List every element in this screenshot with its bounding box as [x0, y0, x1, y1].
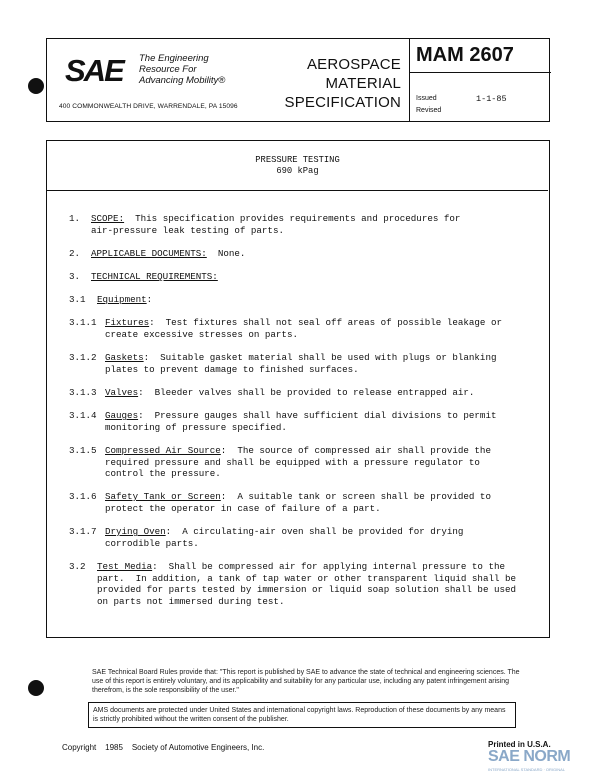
- section-body-line: provided for parts tested by immersion or liquid soap solution shall be used: [97, 584, 517, 596]
- section-heading: TECHNICAL REQUIREMENTS:: [91, 271, 218, 282]
- punch-hole-top: [28, 78, 44, 94]
- section-body-line: control the pressure.: [105, 468, 221, 480]
- section-text: [105, 526, 525, 549]
- section-heading: SCOPE:: [91, 213, 125, 224]
- section-heading: Compressed Air Source: [105, 445, 221, 456]
- section-text: [91, 271, 511, 283]
- spec-title-line-1: PRESSURE TESTING: [255, 155, 340, 165]
- section-body-line: plates to prevent damage to finished surfaces.: [105, 363, 359, 375]
- section-body-line: create excessive stresses on parts.: [105, 328, 298, 340]
- punch-hole-bottom: [28, 680, 44, 696]
- section-body-text: None.: [206, 248, 246, 259]
- board-rules-note: SAE Technical Board Rules provide that: "This report is published by SAE to advance the state of technical and engineering sciences. The use of this report is entirely voluntary, and its applicability and suitability for any particular use, including any patent infringement arising therefrom, is the sole responsibility of the user.": [92, 669, 520, 694]
- tagline-line-1: The Engineering: [139, 53, 209, 64]
- section-body-line: protect the operator in case of failure of a part.: [105, 502, 381, 514]
- category-line-1: AEROSPACE: [306, 56, 401, 73]
- sae-logo: SAE: [65, 53, 123, 88]
- spec-title-line-2: 690 kPag: [276, 166, 319, 176]
- section-body-line: corrodible parts.: [105, 537, 199, 549]
- copyright-owner: Society of Automotive Engineers, Inc.: [131, 743, 265, 752]
- section-body-line: monitoring of pressure specified.: [105, 421, 287, 433]
- document-id-block: [409, 38, 550, 121]
- section-body-line: part. In addition, a tank of tap water or other transparent liquid shall be: [97, 572, 517, 584]
- section-number: 3.1: [69, 294, 86, 305]
- section-text: [97, 561, 517, 608]
- copyright-line: [62, 743, 264, 752]
- revised-label: Revised: [416, 107, 442, 114]
- section-number: 3.1.7: [69, 526, 97, 537]
- section-heading: Gauges: [105, 410, 139, 421]
- section-body-line: on parts not immersed during test.: [97, 596, 285, 608]
- section-body-text: This specification provides requirements and procedures for: [124, 213, 461, 224]
- section-number: 3.1.2: [69, 352, 97, 363]
- section-number: 2.: [69, 248, 81, 259]
- section-body-text: : Pressure gauges shall have sufficient dial divisions to permit: [138, 410, 497, 421]
- tagline-line-2: Resource For: [139, 64, 197, 75]
- printed-in: Printed in U.S.A.: [488, 740, 551, 749]
- section-body-text: : Shall be compressed air for applying internal pressure to the: [152, 561, 505, 572]
- section-number: 3.2: [69, 561, 86, 572]
- section-text: [105, 491, 525, 514]
- section-body-line: air-pressure leak testing of parts.: [91, 224, 284, 236]
- specification-body: [46, 140, 550, 638]
- section-heading: APPLICABLE DOCUMENTS:: [91, 248, 207, 259]
- section-text: [91, 213, 511, 236]
- spec-title: [47, 141, 548, 191]
- section-text: [105, 387, 525, 399]
- section-body-text: : Test fixtures shall not seal off areas of possible leakage or: [149, 317, 502, 328]
- section-body-text: : Bleeder valves shall be provided to release entrapped air.: [138, 387, 475, 398]
- section-number: 3.1.1: [69, 317, 97, 328]
- section-number: 3.1.4: [69, 410, 97, 421]
- section-body-text: : A circulating-air oven shall be provided for drying: [165, 526, 464, 537]
- section-heading: Safety Tank or Screen: [105, 491, 221, 502]
- copyright-label: Copyright: [62, 743, 97, 752]
- section-body-text: : The source of compressed air shall provide the: [220, 445, 491, 456]
- issued-label: Issued: [416, 95, 437, 102]
- issued-date: 1-1-85: [476, 94, 507, 104]
- copyright-year: 1985: [105, 743, 123, 752]
- section-number: 3.: [69, 271, 81, 282]
- section-heading: Valves: [105, 387, 139, 398]
- document-header: [46, 38, 550, 122]
- section-text: [97, 294, 517, 306]
- publisher-address: 400 COMMONWEALTH DRIVE, WARRENDALE, PA 15096: [59, 103, 238, 110]
- section-body-text: :: [146, 294, 153, 305]
- category-line-2: MATERIAL: [325, 75, 401, 92]
- section-heading: Drying Oven: [105, 526, 166, 537]
- section-body-text: : A suitable tank or screen shall be provided to: [220, 491, 491, 502]
- publisher-block: [47, 39, 275, 120]
- section-text: [91, 248, 511, 260]
- section-heading: Equipment: [97, 294, 147, 305]
- sae-norm-watermark-subtitle: INTERNATIONAL STANDARD · ORIGINAL: [488, 767, 566, 772]
- section-number: 3.1.6: [69, 491, 97, 502]
- section-body-text: : Suitable gasket material shall be used with plugs or blanking: [143, 352, 497, 363]
- publisher-tagline: [139, 53, 225, 86]
- section-number: 1.: [69, 213, 81, 224]
- copyright-notice-box: AMS documents are protected under United States and international copyright laws. Reproduction of these documents by any means is strictly prohibited without the written consent of the publisher.: [88, 702, 516, 728]
- category-line-3: SPECIFICATION: [284, 94, 401, 111]
- section-heading: Test Media: [97, 561, 153, 572]
- section-number: 3.1.3: [69, 387, 97, 398]
- section-number: 3.1.5: [69, 445, 97, 456]
- sae-norm-watermark: SAE NORM: [488, 748, 571, 765]
- section-text: [105, 352, 525, 375]
- section-text: [105, 410, 525, 433]
- tagline-line-3: Advancing Mobility®: [139, 75, 226, 86]
- section-body-line: required pressure and shall be equipped with a pressure regulator to: [105, 456, 480, 468]
- section-heading: Fixtures: [105, 317, 150, 328]
- document-number: MAM 2607: [410, 38, 551, 73]
- section-heading: Gaskets: [105, 352, 144, 363]
- section-text: [105, 317, 525, 340]
- section-text: [105, 445, 525, 480]
- document-category: [275, 39, 407, 120]
